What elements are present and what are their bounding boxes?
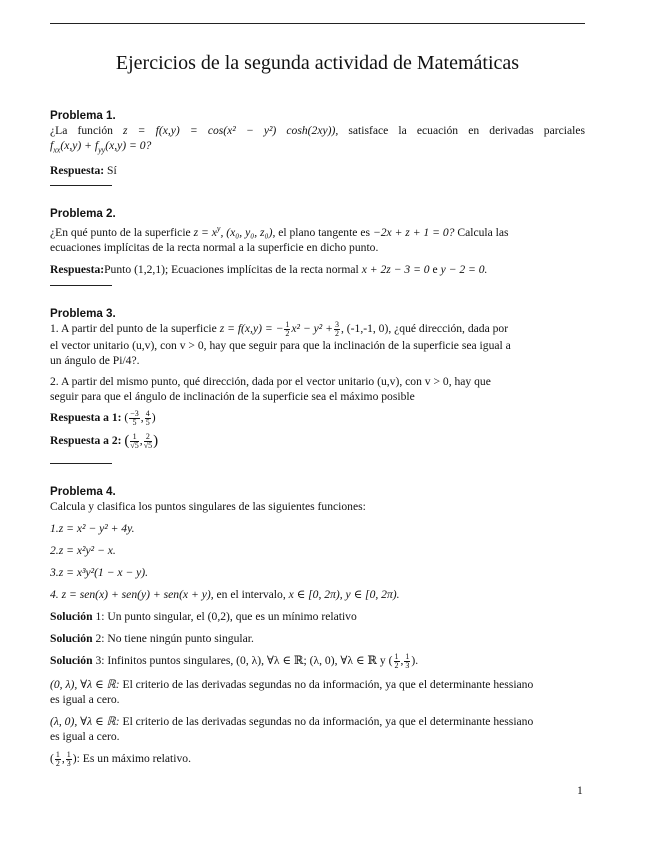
problem-3-q1-line1: 1. A partir del punto de la superficie z = f(x,y) = − $\frac{1}{2}$ x² − y² + $\frac{3}{2}$ , (-1,-1, 0), ¿qué dirección, dada por bbox=[50, 320, 509, 338]
problem-4-heading: Problema 4. bbox=[50, 485, 116, 498]
classification-1: (0, λ), ∀λ ∈ ℝ: El criterio de las derivadas segundas no da información, ya que el determinante hessiano bbox=[50, 678, 534, 691]
problem-3 bbox=[50, 306, 585, 450]
problem-2-question-line1: ¿En qué punto de la superficie $z = x^y$, (x₀, y₀, z₀), el plano tangente es −2x + z + 1 = 0? Calcula las bbox=[50, 224, 509, 239]
solution-1: Solución 1: Un punto singular, el (0,2), que es un mínimo relativo bbox=[50, 610, 357, 623]
solution-3: Solución 3: Infinitos puntos singulares, (0, λ), ∀λ ∈ ℝ; (λ, 0), ∀λ ∈ ℝ y ( $\frac{1}{2}$ , $\frac{1}{3}$ ). bbox=[50, 652, 419, 670]
problem-4 bbox=[50, 484, 585, 768]
problem-4-intro: Calcula y clasifica los puntos singulares de las siguientes funciones: bbox=[50, 500, 366, 513]
problem-1-answer: Respuesta: Sí bbox=[50, 164, 117, 178]
header-rule bbox=[50, 23, 585, 24]
classification-2-cont: es igual a cero. bbox=[50, 730, 120, 743]
problem-4-function-2: 2.z = x²y² − x. bbox=[50, 544, 116, 557]
problem-2 bbox=[50, 206, 585, 277]
problem-2-heading: Problema 2. bbox=[50, 207, 116, 220]
problem-3-answer-2: Respuesta a 2: ( $\frac{1}{√5}$ , $\frac{2}{√5}$ ) bbox=[50, 432, 159, 450]
problem-1-heading: Problema 1. bbox=[50, 109, 116, 122]
problem-3-q1-line3: un ángulo de Pi/4?. bbox=[50, 354, 140, 367]
separator-2 bbox=[50, 285, 112, 286]
problem-3-q2-line2: seguir para que el ángulo de inclinación de la superficie sea el máximo posible bbox=[50, 390, 415, 403]
problem-4-function-3: 3.z = x³y²(1 − x − y). bbox=[50, 566, 149, 579]
problem-3-answer-1: Respuesta a 1: ( $\frac{-3}{5}$ , $\frac{4}{5}$ ) bbox=[50, 409, 156, 427]
problem-4-function-4: 4. z = sen(x) + sen(y) + sen(x + y), en el intervalo, x ∈ [0, 2π), y ∈ [0, 2π). bbox=[50, 588, 400, 601]
separator-1 bbox=[50, 185, 112, 186]
problem-1-question-line2: $f_{xx}(x,y) + f_{yy}(x,y) = 0$? bbox=[50, 139, 152, 155]
problem-3-q1-line2: el vector unitario (u,v), con v > 0, hay que seguir para que la inclinación de la superficie sea igual a bbox=[50, 339, 511, 352]
problem-2-question-line2: ecuaciones implícitas de la recta normal a la superficie en dicho punto. bbox=[50, 240, 379, 254]
classification-2: (λ, 0), ∀λ ∈ ℝ: El criterio de las derivadas segundas no da información, ya que el determinante hessiano bbox=[50, 715, 534, 728]
problem-1 bbox=[50, 108, 585, 178]
classification-3: ( $\frac{1}{2}$ , $\frac{1}{3}$ ): Es un máximo relativo. bbox=[50, 750, 191, 768]
classification-1-cont: es igual a cero. bbox=[50, 693, 120, 706]
problem-3-q2-line1: 2. A partir del mismo punto, qué dirección, dada por el vector unitario (u,v), con v > 0, hay que bbox=[50, 375, 491, 388]
page-number: 1 bbox=[577, 784, 583, 797]
separator-3 bbox=[50, 463, 112, 464]
problem-3-heading: Problema 3. bbox=[50, 307, 116, 320]
problem-2-answer: Respuesta:Punto (1,2,1); Ecuaciones implícitas de la recta normal x + 2z − 3 = 0 e y − 2 = 0. bbox=[50, 262, 488, 276]
solution-2: Solución 2: No tiene ningún punto singular. bbox=[50, 632, 254, 645]
problem-1-question-line1: ¿La función z = f(x,y) = cos(x² − y²) cosh(2xy)), satisface la ecuación en derivadas parciales bbox=[50, 124, 586, 137]
problem-4-function-1: 1.z = x² − y² + 4y. bbox=[50, 522, 135, 535]
page-title: Ejercicios de la segunda actividad de Matemáticas bbox=[115, 52, 520, 74]
